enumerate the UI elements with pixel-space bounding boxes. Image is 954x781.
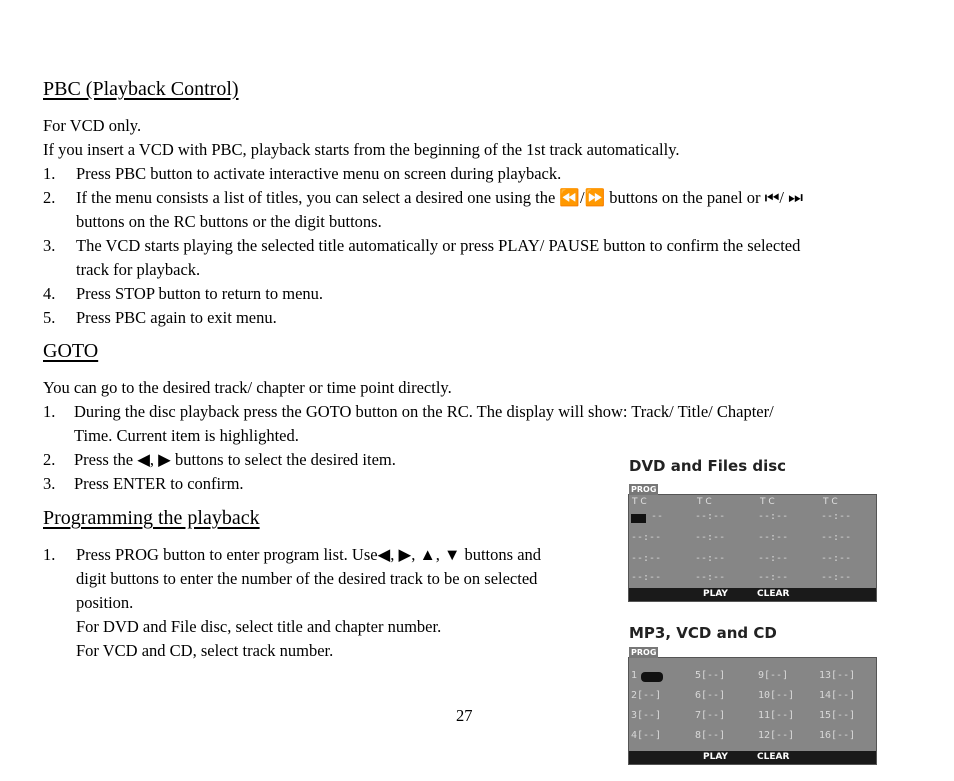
program-slot[interactable]: 3[--]	[631, 710, 662, 721]
list-item-text: Press PBC again to exit menu.	[76, 308, 277, 327]
program-cell[interactable]: --:--	[695, 572, 726, 583]
goto-intro: You can go to the desired track/ chapter or time point directly.	[43, 378, 452, 397]
list-number: 1.	[43, 164, 56, 183]
selected-cell[interactable]	[631, 514, 646, 523]
list-item-text: For VCD and CD, select track number.	[76, 641, 334, 660]
program-slot[interactable]: 16[--]	[819, 730, 856, 741]
list-number: 4.	[43, 284, 56, 303]
list-number: 3.	[43, 236, 56, 255]
program-cell[interactable]: --:--	[821, 553, 852, 564]
program-cell[interactable]: --:--	[821, 572, 852, 583]
program-slot[interactable]: 13[--]	[819, 670, 856, 681]
program-slot[interactable]: 11[--]	[758, 710, 795, 721]
list-item-text: Press the ◀, ▶ buttons to select the desired item.	[74, 450, 396, 469]
list-number: 1.	[43, 402, 56, 421]
selected-slot[interactable]	[641, 672, 663, 682]
program-slot[interactable]: 10[--]	[758, 690, 795, 701]
program-cell[interactable]: --:--	[821, 511, 852, 522]
program-cell[interactable]: --:--	[695, 532, 726, 543]
prog-tab: PROG	[631, 485, 657, 494]
program-slot[interactable]: 12[--]	[758, 730, 795, 741]
column-header: T C	[823, 497, 838, 507]
clear-button[interactable]: CLEAR	[757, 752, 790, 762]
dvd-screen-title: DVD and Files disc	[629, 457, 787, 475]
goto-heading: GOTO	[43, 340, 99, 362]
program-slot[interactable]: 15[--]	[819, 710, 856, 721]
pbc-heading: PBC (Playback Control)	[43, 78, 239, 100]
clear-button[interactable]: CLEAR	[757, 589, 790, 599]
program-slot[interactable]: 14[--]	[819, 690, 856, 701]
mp3-program-screen	[628, 648, 877, 765]
list-item-text: Press PROG button to enter program list. Use◀, ▶, ▲, ▼ buttons and	[76, 545, 542, 564]
program-cell[interactable]: --:--	[758, 511, 789, 522]
play-button[interactable]: PLAY	[703, 589, 728, 599]
mp3-action-bar	[629, 751, 876, 764]
list-item-text: The VCD starts playing the selected title automatically or press PLAY/ PAUSE button to confirm the selected	[76, 236, 801, 255]
program-slot[interactable]: 9[--]	[758, 670, 789, 681]
list-number: 3.	[43, 474, 56, 493]
program-cell[interactable]: --:--	[758, 532, 789, 543]
list-item-text: digit buttons to enter the number of the desired track to be on selected	[76, 569, 538, 588]
list-item-text: Press ENTER to confirm.	[74, 474, 244, 493]
list-number: 2.	[43, 188, 56, 207]
program-cell[interactable]: --:--	[695, 511, 726, 522]
list-item-text: Time. Current item is highlighted.	[74, 426, 299, 445]
column-header: T C	[632, 497, 647, 507]
program-slot[interactable]: 1	[631, 670, 638, 681]
dvd-action-bar	[629, 588, 876, 601]
program-cell[interactable]: --:--	[758, 553, 789, 564]
program-cell[interactable]: --:--	[631, 532, 662, 543]
program-slot[interactable]: 4[--]	[631, 730, 662, 741]
prog-tab: PROG	[631, 648, 657, 657]
list-item-text: Press PBC button to activate interactive menu on screen during playback.	[76, 164, 562, 183]
pbc-intro: For VCD only.	[43, 116, 142, 135]
program-cell[interactable]: --:--	[821, 532, 852, 543]
page-number: 27	[456, 706, 473, 725]
column-header: T C	[760, 497, 775, 507]
column-header: T C	[697, 497, 712, 507]
list-number: 2.	[43, 450, 56, 469]
program-slot[interactable]: 2[--]	[631, 690, 662, 701]
list-item-text: If the menu consists a list of titles, you can select a desired one using the ⏪/⏩ buttons on the panel or ⏮/ ⏭	[76, 188, 803, 207]
program-cell[interactable]: --	[651, 511, 664, 522]
program-cell[interactable]: --:--	[758, 572, 789, 583]
program-cell[interactable]: --:--	[631, 572, 662, 583]
pbc-description: If you insert a VCD with PBC, playback starts from the beginning of the 1st track automatically.	[43, 140, 680, 159]
list-item-text: track for playback.	[76, 260, 201, 279]
dvd-program-screen	[628, 485, 877, 602]
mp3-screen-title: MP3, VCD and CD	[629, 624, 777, 642]
list-item-text: Press STOP button to return to menu.	[76, 284, 324, 303]
program-cell[interactable]: --:--	[695, 553, 726, 564]
list-item-text: During the disc playback press the GOTO button on the RC. The display will show: Track/ Title/ Chapter/	[74, 402, 774, 421]
list-item-text: For DVD and File disc, select title and chapter number.	[76, 617, 442, 636]
program-slot[interactable]: 7[--]	[695, 710, 726, 721]
list-item-text: position.	[76, 593, 134, 612]
list-item-text: buttons on the RC buttons or the digit buttons.	[76, 212, 382, 231]
list-number: 5.	[43, 308, 56, 327]
program-cell[interactable]: --:--	[631, 553, 662, 564]
play-button[interactable]: PLAY	[703, 752, 728, 762]
list-number: 1.	[43, 545, 56, 564]
program-slot[interactable]: 5[--]	[695, 670, 726, 681]
program-slot[interactable]: 6[--]	[695, 690, 726, 701]
program-slot[interactable]: 8[--]	[695, 730, 726, 741]
programming-heading: Programming the playback	[43, 507, 260, 529]
